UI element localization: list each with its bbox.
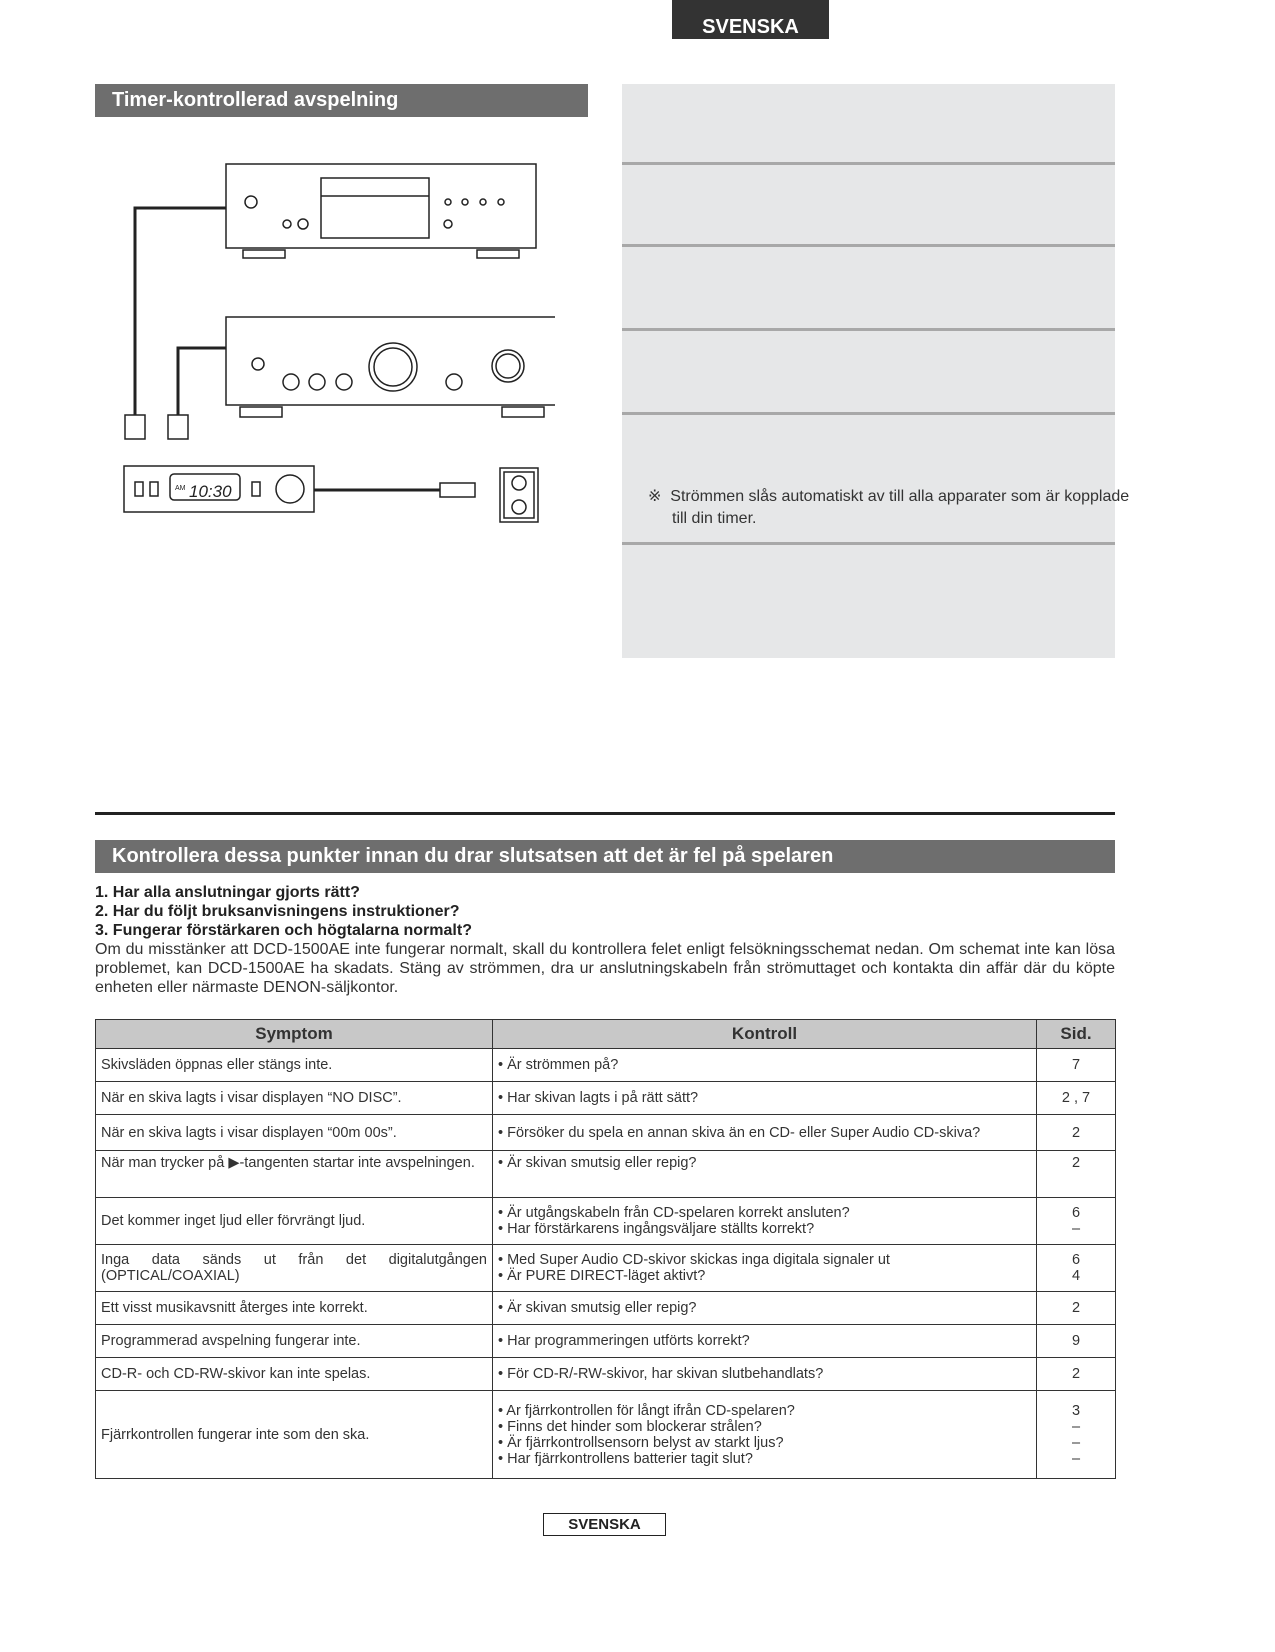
page-ref: – — [1071, 1418, 1081, 1435]
svg-text:10:30: 10:30 — [189, 482, 232, 501]
check-item: • Är skivan smutsig eller repig? — [498, 1300, 697, 1316]
table-row — [96, 1391, 1116, 1479]
symptom-cell: Inga data sänds ut från det digitalutgången (OPTICAL/COAXIAL) — [96, 1245, 493, 1292]
check-cell — [493, 1245, 1037, 1292]
table-row — [96, 1325, 1116, 1358]
page-cell — [1037, 1358, 1116, 1391]
page-ref: 6 — [1071, 1205, 1081, 1221]
check-cell — [493, 1358, 1037, 1391]
table-row — [96, 1292, 1116, 1325]
header-symptom: Symptom — [96, 1020, 493, 1049]
footer-language-label: SVENSKA — [543, 1513, 666, 1536]
symptom-cell: CD-R- och CD-RW-skivor kan inte spelas. — [96, 1358, 493, 1391]
check-section-title: Kontrollera dessa punkter innan du drar slutsatsen att det är fel på spelaren — [95, 840, 1115, 873]
page-cell — [1037, 1391, 1116, 1479]
table-row — [96, 1151, 1116, 1198]
timer-connection-diagram — [95, 150, 555, 530]
check-item: • Är skivan smutsig eller repig? — [498, 1155, 697, 1171]
check-cell — [493, 1198, 1037, 1245]
symptom-cell: Det kommer inget ljud eller förvrängt ljud. — [96, 1198, 493, 1245]
language-tab: SVENSKA — [672, 0, 829, 39]
check-item: • Är strömmen på? — [498, 1057, 619, 1073]
page-ref: – — [1071, 1221, 1081, 1237]
timer-section-title: Timer-kontrollerad avspelning — [95, 84, 588, 117]
check-item: • Försöker du spela en annan skiva än en CD- eller Super Audio CD-skiva? — [498, 1124, 981, 1141]
question: 3. Fungerar förstärkaren och högtalarna normalt? — [95, 922, 472, 939]
symptom-cell: När en skiva lagts i visar displayen “00m 00s”. — [96, 1115, 493, 1151]
timer-illustration — [124, 466, 314, 512]
check-item: • Ar fjärrkontrollen för långt ifrån CD-spelaren? — [498, 1402, 795, 1419]
reference-mark-icon: ※ — [648, 488, 662, 505]
page-cell — [1037, 1292, 1116, 1325]
page-ref: 2 — [1071, 1155, 1081, 1171]
table-row — [96, 1049, 1116, 1082]
page-ref: 4 — [1071, 1268, 1081, 1284]
check-cell — [493, 1151, 1037, 1198]
page-cell — [1037, 1151, 1116, 1198]
table-row — [96, 1198, 1116, 1245]
check-item: • Är utgångskabeln från CD-spelaren korrekt ansluten? — [498, 1205, 850, 1221]
amplifier-illustration — [226, 317, 555, 417]
header-kontroll: Kontroll — [493, 1020, 1037, 1049]
intro-paragraph: Om du misstänker att DCD-1500AE inte fungerar normalt, skall du kontrollera felet enligt felsökningsschemat nedan. Om schemat inte kan lösa problemet, kan DCD-1500AE ha skadats. Stäng av strömmen, dra ur anslutningskabeln från strömuttaget och kontakta din affär där du köpte enheten eller närmaste DENON-säljkontor. — [95, 941, 1115, 996]
page-ref: – — [1071, 1434, 1081, 1451]
section-divider — [95, 812, 1115, 815]
symptom-cell: När man trycker på ▶-tangenten startar inte avspelningen. — [96, 1151, 493, 1198]
check-item: • Har programmeringen utförts korrekt? — [498, 1333, 750, 1349]
page-ref: 6 — [1071, 1252, 1081, 1268]
check-item: • Har fjärrkontrollens batterier tagit slut? — [498, 1450, 753, 1467]
page-cell — [1037, 1082, 1116, 1115]
page-cell — [1037, 1198, 1116, 1245]
check-item: • Har förstärkarens ingångsväljare ställts korrekt? — [498, 1221, 815, 1237]
instruction-panel — [622, 84, 1130, 658]
symptom-cell: Ett visst musikavsnitt återges inte korrekt. — [96, 1292, 493, 1325]
check-item: • Är PURE DIRECT-läget aktivt? — [498, 1268, 706, 1284]
cd-player-illustration — [226, 164, 536, 258]
table-row — [96, 1358, 1116, 1391]
page-cell — [1037, 1115, 1116, 1151]
troubleshooting-table — [95, 1019, 1116, 1479]
page-ref: 7 — [1071, 1057, 1081, 1073]
page-ref: – — [1071, 1450, 1081, 1467]
page-ref: 2 — [1071, 1300, 1081, 1316]
question: 2. Har du följt bruksanvisningens instruktioner? — [95, 903, 460, 920]
check-cell — [493, 1391, 1037, 1479]
check-item: • Med Super Audio CD-skivor skickas inga digitala signaler ut — [498, 1252, 890, 1268]
page-ref: 3 — [1071, 1402, 1081, 1419]
table-row — [96, 1115, 1116, 1151]
check-item: • Finns det hinder som blockerar strålen? — [498, 1418, 762, 1435]
timer-note: ※ Strömmen slås automatiskt av till alla apparater som är kopplade till din timer. — [648, 488, 1130, 527]
check-cell — [493, 1292, 1037, 1325]
page-ref: 2 — [1071, 1366, 1081, 1382]
page-cell — [1037, 1245, 1116, 1292]
page-cell — [1037, 1049, 1116, 1082]
symptom-cell: När en skiva lagts i visar displayen “NO DISC”. — [96, 1082, 493, 1115]
page-cell — [1037, 1325, 1116, 1358]
check-item: • Är fjärrkontrollsensorn belyst av starkt ljus? — [498, 1434, 784, 1451]
page-ref: 2 , 7 — [1061, 1090, 1091, 1106]
check-cell — [493, 1082, 1037, 1115]
check-item: • För CD-R/-RW-skivor, har skivan slutbehandlats? — [498, 1366, 824, 1382]
svg-text:AM: AM — [175, 485, 186, 492]
page-ref: 9 — [1071, 1333, 1081, 1349]
check-cell — [493, 1115, 1037, 1151]
page-ref: 2 — [1071, 1124, 1081, 1141]
symptom-cell: Fjärrkontrollen fungerar inte som den ska. — [96, 1391, 493, 1479]
check-cell — [493, 1049, 1037, 1082]
header-sid: Sid. — [1037, 1020, 1116, 1049]
wall-outlet-illustration — [500, 468, 538, 522]
question: 1. Har alla anslutningar gjorts rätt? — [95, 884, 360, 901]
table-row — [96, 1082, 1116, 1115]
check-cell — [493, 1325, 1037, 1358]
symptom-cell: Programmerad avspelning fungerar inte. — [96, 1325, 493, 1358]
table-row — [96, 1245, 1116, 1292]
symptom-cell: Skivsläden öppnas eller stängs inte. — [96, 1049, 493, 1082]
check-questions — [95, 883, 1115, 997]
check-item: • Har skivan lagts i på rätt sätt? — [498, 1090, 699, 1106]
